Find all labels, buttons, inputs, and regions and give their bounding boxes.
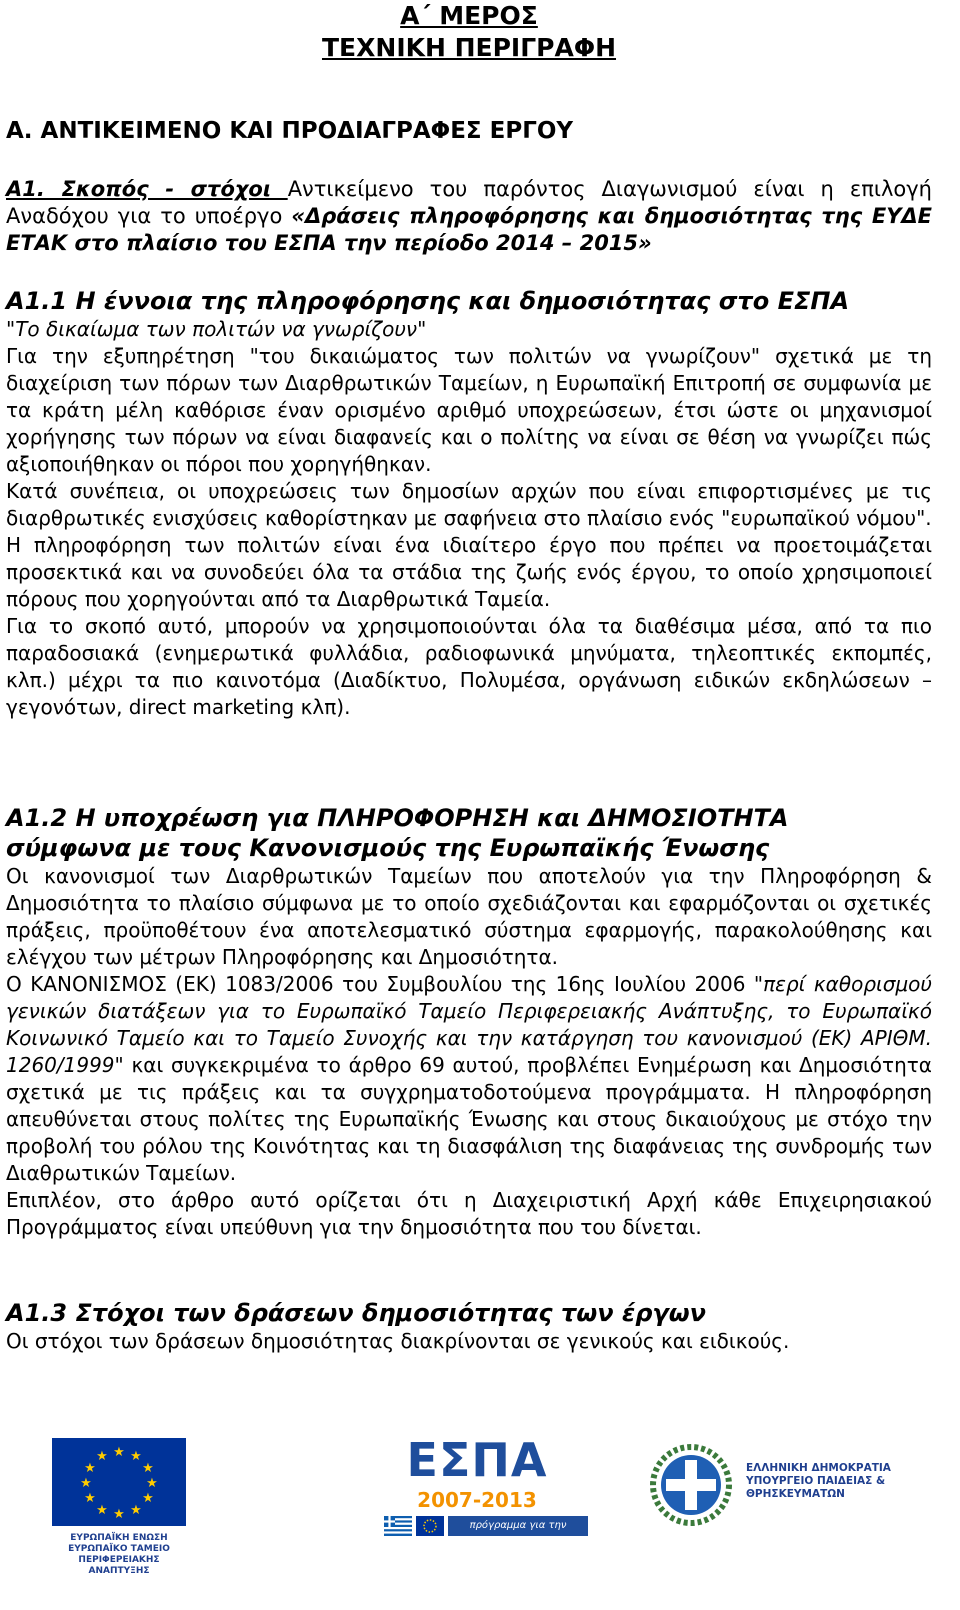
ministry-line-1: ΕΛΛΗΝΙΚΗ ΔΗΜΟΚΡΑΤΙΑ — [746, 1462, 891, 1474]
eu-logo-line-2: ΕΥΡΩΠΑΪΚΟ ΤΑΜΕΙΟ — [68, 1544, 170, 1554]
greek-flag-icon — [384, 1516, 412, 1536]
section-a — [6, 116, 932, 146]
svg-text:★: ★ — [130, 1503, 142, 1518]
espa-logo-name: ΕΣΠΑ — [406, 1433, 548, 1487]
svg-text:★: ★ — [142, 1491, 154, 1506]
section-a1-3 — [6, 1298, 932, 1355]
a1-label: Α1. Σκοπός - στόχοι — [6, 177, 288, 201]
a1-2-heading-line-2: σύμφωνα με τους Κανονισμούς της Ευρωπαϊκής Ένωσης — [6, 834, 770, 862]
espa-logo-tagline: πρόγραμμα για την ανάπτυξη — [448, 1516, 588, 1536]
svg-text:★: ★ — [96, 1449, 108, 1464]
svg-text:★: ★ — [113, 1445, 125, 1460]
svg-text:★: ★ — [84, 1461, 96, 1476]
a1-2-regulation-title: περί καθορισμού γενικών διατάξεων για το Ευρωπαϊκό Ταμείο Περιφερειακής Ανάπτυξης, το Ευρωπαϊκό Κοινωνικό Ταμείο και το Ταμείο Συνοχής και την κατάργηση του κανονισμού (ΕΚ) ΑΡΙΘΜ. 1260/1999 — [6, 972, 932, 1077]
ministry-line-2: ΥΠΟΥΡΓΕΙΟ ΠΑΙΔΕΙΑΣ & — [746, 1475, 886, 1487]
section-a1 — [6, 176, 932, 257]
section-a1-1 — [6, 286, 932, 721]
espa-logo — [362, 1433, 592, 1551]
document-header — [6, 0, 932, 64]
a1-paragraph — [6, 176, 932, 257]
svg-text:★: ★ — [96, 1503, 108, 1518]
a1-1-paragraph-1: Για την εξυπηρέτηση "του δικαιώματος των πολιτών να γνωρίζουν" σχετικά με τη διαχείριση των πόρων των Διαρθρωτικών Ταμείων, η Ευρωπαϊκή Επιτροπή σε συμφωνία με τα κράτη μέλη καθόρισε έναν ορισμένο αριθμό υποχρεώσεων, έτσι ώστε οι μηχανισμοί χορήγησης των πόρων να είναι διαφανείς και ο πολίτης να είναι σε θέση να γνωρίζει πώς αξιοποιήθηκαν οι πόροι που χορηγήθηκαν. — [6, 344, 932, 476]
footer-logos — [0, 1430, 960, 1576]
a1-2-heading-line-1: Α1.2 Η υποχρέωση για ΠΛΗΡΟΦΟΡΗΣΗ και ΔΗΜΟΣΙΟΤΗΤΑ — [6, 804, 789, 832]
section-a1-2 — [6, 803, 932, 1241]
espa-logo-years: 2007-2013 — [417, 1488, 537, 1512]
main-title: ΤΕΧΝΙΚΗ ΠΕΡΙΓΡΑΦΗ — [321, 33, 617, 62]
svg-text:★: ★ — [80, 1476, 92, 1491]
eu-flag-icon — [52, 1438, 186, 1526]
svg-text:★: ★ — [84, 1491, 96, 1506]
a1-text: Αντικείμενο του παρόντος Διαγωνισμού είναι η επιλογή Αναδόχου για το υποέργο — [6, 177, 932, 228]
a1-2-paragraph-2 — [6, 971, 932, 1187]
ministry-line-3: ΘΡΗΣΚΕΥΜΑΤΩΝ — [746, 1488, 845, 1500]
a1-3-paragraph-1: Οι στόχοι των δράσεων δημοσιότητας διακρίνονται σε γενικούς και ειδικούς. — [6, 1329, 790, 1353]
part-title: Α΄ ΜΕΡΟΣ — [400, 1, 538, 30]
a1-3-heading: Α1.3 Στόχοι των δράσεων δημοσιότητας των έργων — [6, 1299, 706, 1327]
a1-1-paragraph-3: Η πληροφόρηση των πολιτών είναι ένα ιδιαίτερο έργο που πρέπει να προετοιμάζεται προσεκτικά και να συνοδεύει όλα τα στάδια της ζωής ενός έργου, το οποίο χρησιμοποιεί πόρους που χορηγούνται από τα Διαρθρωτικά Ταμεία. — [6, 533, 932, 611]
svg-text:★: ★ — [146, 1476, 158, 1491]
eu-logo-line-1: ΕΥΡΩΠΑΪΚΗ ΕΝΩΣΗ — [70, 1533, 168, 1543]
greek-emblem-icon — [650, 1444, 732, 1526]
a1-1-heading: Α1.1 Η έννοια της πληροφόρησης και δημοσιότητας στο ΕΣΠΑ — [6, 287, 850, 315]
a1-1-subtitle: "Το δικαίωμα των πολιτών να γνωρίζουν" — [6, 317, 427, 341]
a1-2-regulation-end: " και συγκεκριμένα το άρθρο 69 αυτού, προβλέπει Ενημέρωση και Δημοσιότητα σχετικά με τις πράξεις και τα συγχρηματοδοτούμενα προγράμματα. Η πληροφόρηση απευθύνεται στους πολίτες της Ευρωπαϊκής Ένωσης και στους δικαιούχους με στόχο την προβολή του ρόλου της Κοινότητας και τη διασφάλιση της διαφάνειας της συνδρομής των Διαθρωτικών Ταμείων. — [6, 1053, 932, 1185]
svg-text:★: ★ — [142, 1461, 154, 1476]
svg-text:★: ★ — [130, 1449, 142, 1464]
section-a-heading: Α. ΑΝΤΙΚΕΙΜΕΝΟ ΚΑΙ ΠΡΟΔΙΑΓΡΑΦΕΣ ΕΡΓΟΥ — [6, 118, 574, 144]
svg-text:★: ★ — [113, 1507, 125, 1522]
a1-1-paragraph-4: Για το σκοπό αυτό, μπορούν να χρησιμοποιούνται όλα τα διαθέσιμα μέσα, από τα πιο παραδοσιακά (ενημερωτικά φυλλάδια, ραδιοφωνικά μηνύματα, τηλεοπτικές εκπομπές, κλπ.) μέχρι τα πιο καινοτόμα (Διαδίκτυο, Πολυμέσα, οργάνωση ειδικών εκδηλώσεων – γεγονότων, direct marketing κλπ). — [6, 614, 932, 719]
a1-project-title: «Δράσεις πληροφόρησης και δημοσιότητας της ΕΥΔΕ ΕΤΑΚ στο πλαίσιο του ΕΣΠΑ την περίοδο 2014 – 2015» — [6, 204, 932, 255]
eu-small-flag-icon — [416, 1516, 444, 1536]
eu-logo — [52, 1438, 207, 1577]
a1-2-regulation-start: Ο ΚΑΝΟΝΙΣΜΟΣ (ΕΚ) 1083/2006 του Συμβουλίου της 16ης Ιουλίου 2006 " — [6, 972, 764, 996]
eu-logo-line-3: ΠΕΡΙΦΕΡΕΙΑΚΗΣ ΑΝΑΠΤΥΞΗΣ — [78, 1555, 160, 1576]
a1-2-paragraph-1: Οι κανονισμοί των Διαρθρωτικών Ταμείων που αποτελούν για την Πληροφόρηση & Δημοσιότητα το πλαίσιο σύμφωνα με το οποίο σχεδιάζονται και εφαρμόζονται οι σχετικές πράξεις, προϋποθέτουν ένα αποτελεσματικό σύστημα εφαρμογής, παρακολούθησης και ελέγχου των μέτρων Πληροφόρησης και Δημοσιότητα. — [6, 864, 932, 969]
a1-2-paragraph-3: Επιπλέον, στο άρθρο αυτό ορίζεται ότι η Διαχειριστική Αρχή κάθε Επιχειρησιακού Προγράμματος είναι υπεύθυνη για την δημοσιότητα που του δίνεται. — [6, 1188, 932, 1239]
ministry-logo — [650, 1444, 940, 1544]
a1-1-paragraph-2: Κατά συνέπεια, οι υποχρεώσεις των δημοσίων αρχών που είναι επιφορτισμένες με τις διαρθρωτικές ενισχύσεις καθορίστηκαν με σαφήνεια στο πλαίσιο ενός "ευρωπαϊκού νόμου". — [6, 479, 932, 530]
